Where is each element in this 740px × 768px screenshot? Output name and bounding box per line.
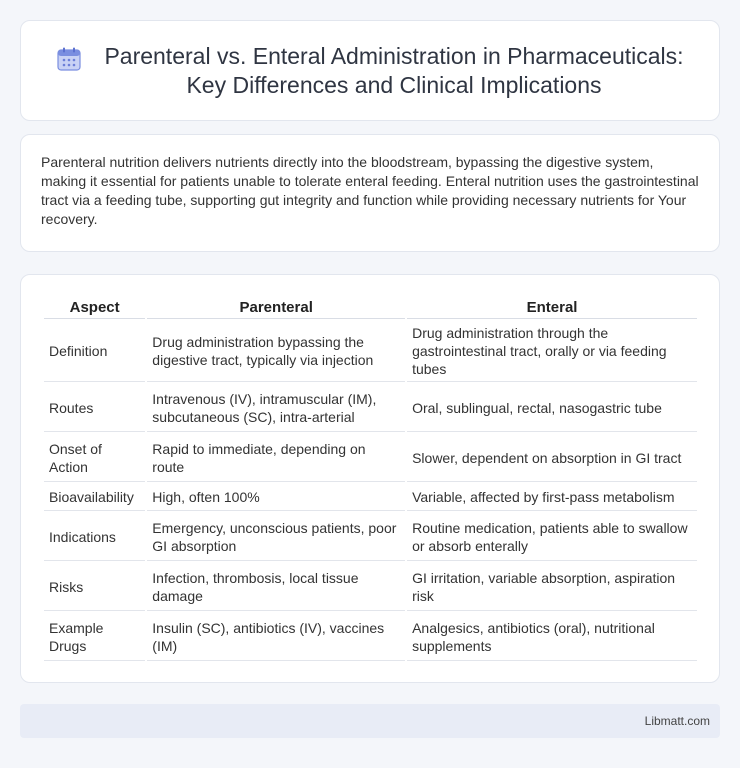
table-row xyxy=(44,484,697,511)
page-title-line2: Key Differences and Clinical Implications xyxy=(186,71,602,98)
row-parenteral: Emergency, unconscious patients, poor GI absorption xyxy=(147,513,405,561)
row-parenteral: Drug administration bypassing the digestive tract, typically via injection xyxy=(147,321,405,382)
row-parenteral: Intravenous (IV), intramuscular (IM), subcutaneous (SC), intra-arterial xyxy=(147,384,405,432)
table-row xyxy=(44,384,697,432)
comparison-table xyxy=(42,295,699,663)
table-row xyxy=(44,563,697,611)
row-enteral: Slower, dependent on absorption in GI tract xyxy=(407,434,697,482)
row-enteral: Variable, affected by first-pass metabolism xyxy=(407,484,697,511)
page-title xyxy=(104,42,683,100)
row-aspect: Risks xyxy=(44,563,145,611)
table-row xyxy=(44,321,697,382)
title-card xyxy=(20,20,720,121)
row-enteral: Drug administration through the gastrointestinal tract, orally or via feeding tubes xyxy=(407,321,697,382)
row-aspect: Example Drugs xyxy=(44,613,145,661)
intro-card xyxy=(20,134,720,252)
table-row xyxy=(44,613,697,661)
row-parenteral: Insulin (SC), antibiotics (IV), vaccines (IM) xyxy=(147,613,405,661)
table-row xyxy=(44,513,697,561)
header-aspect: Aspect xyxy=(44,297,145,319)
footer-brand[interactable]: Libmatt.com xyxy=(644,714,710,728)
header-parenteral: Parenteral xyxy=(147,297,405,319)
row-enteral: Routine medication, patients able to swallow or absorb enterally xyxy=(407,513,697,561)
comparison-table-card xyxy=(20,274,720,683)
title-wrap xyxy=(36,42,703,100)
table-header-row xyxy=(44,297,697,319)
page-title-line1: Parenteral vs. Enteral Administration in Pharmaceuticals: xyxy=(104,42,684,69)
row-parenteral: Infection, thrombosis, local tissue damage xyxy=(147,563,405,611)
header-enteral: Enteral xyxy=(407,297,697,319)
row-enteral: GI irritation, variable absorption, aspiration risk xyxy=(407,563,697,611)
row-aspect: Routes xyxy=(44,384,145,432)
calendar-icon xyxy=(56,46,82,72)
footer xyxy=(20,704,720,738)
row-aspect: Bioavailability xyxy=(44,484,145,511)
intro-paragraph: Parenteral nutrition delivers nutrients directly into the bloodstream, bypassing the digestive system, making it essential for patients unable to tolerate enteral feeding. Enteral nutrition uses the gastrointestinal tract via a feeding tube, supporting gut integrity and function while providing necessary nutrients for Your recovery. xyxy=(41,154,699,227)
row-parenteral: Rapid to immediate, depending on route xyxy=(147,434,405,482)
row-parenteral: High, often 100% xyxy=(147,484,405,511)
row-enteral: Oral, sublingual, rectal, nasogastric tube xyxy=(407,384,697,432)
row-enteral: Analgesics, antibiotics (oral), nutritional supplements xyxy=(407,613,697,661)
table-row xyxy=(44,434,697,482)
row-aspect: Indications xyxy=(44,513,145,561)
row-aspect: Onset of Action xyxy=(44,434,145,482)
row-aspect: Definition xyxy=(44,321,145,382)
